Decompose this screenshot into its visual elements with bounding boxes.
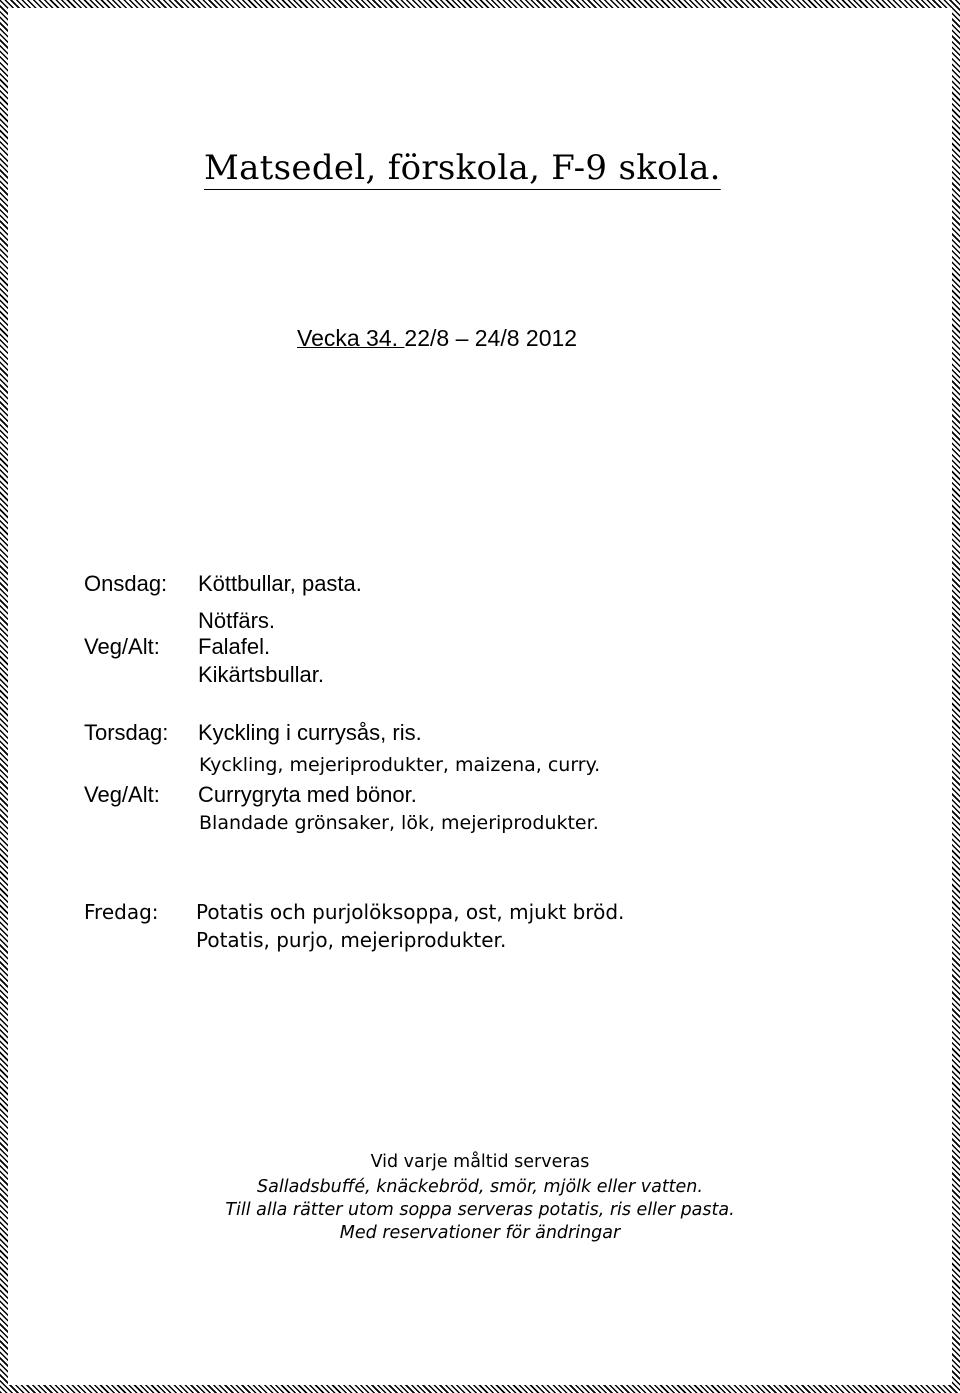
week-dates: 22/8 – 24/8 2012 [404,325,578,351]
torsdag-dish: Kyckling i currysås, ris. [198,720,422,745]
footer-line-3: Till alla rätter utom soppa serveras potatis, ris eller pasta. [225,1200,735,1220]
onsdag-veg-ingredients: Kikärtsbullar. [198,662,324,687]
fredag-dish: Potatis och purjolöksoppa, ost, mjukt bröd. [196,900,625,924]
onsdag-veg-dish: Falafel. [198,634,271,659]
onsdag-veg-label: Veg/Alt: [84,634,160,659]
onsdag-dish: Köttbullar, pasta. [198,571,362,596]
fredag-label: Fredag: [84,900,159,924]
onsdag-label: Onsdag: [84,571,168,596]
torsdag-veg-ingredients: Blandade grönsaker, lök, mejeriprodukter. [199,812,599,834]
torsdag-ingredients: Kyckling, mejeriprodukter, maizena, curry. [199,754,601,776]
footer-line-2: Salladsbuffé, knäckebröd, smör, mjölk eller vatten. [257,1177,703,1197]
menu-title: Matsedel, förskola, F-9 skola. [204,148,721,188]
torsdag-label: Torsdag: [84,720,169,745]
onsdag-ingredients: Nötfärs. [198,608,276,633]
torsdag-veg-dish: Currygryta med bönor. [198,782,417,807]
torsdag-veg-label: Veg/Alt: [84,782,160,807]
fredag-ingredients: Potatis, purjo, mejeriprodukter. [196,928,507,952]
week-heading [297,325,577,352]
footer-line-4: Med reservationer för ändringar [339,1223,621,1243]
footer-line-1: Vid varje måltid serveras [370,1152,590,1172]
week-number: Vecka 34. [297,325,405,351]
